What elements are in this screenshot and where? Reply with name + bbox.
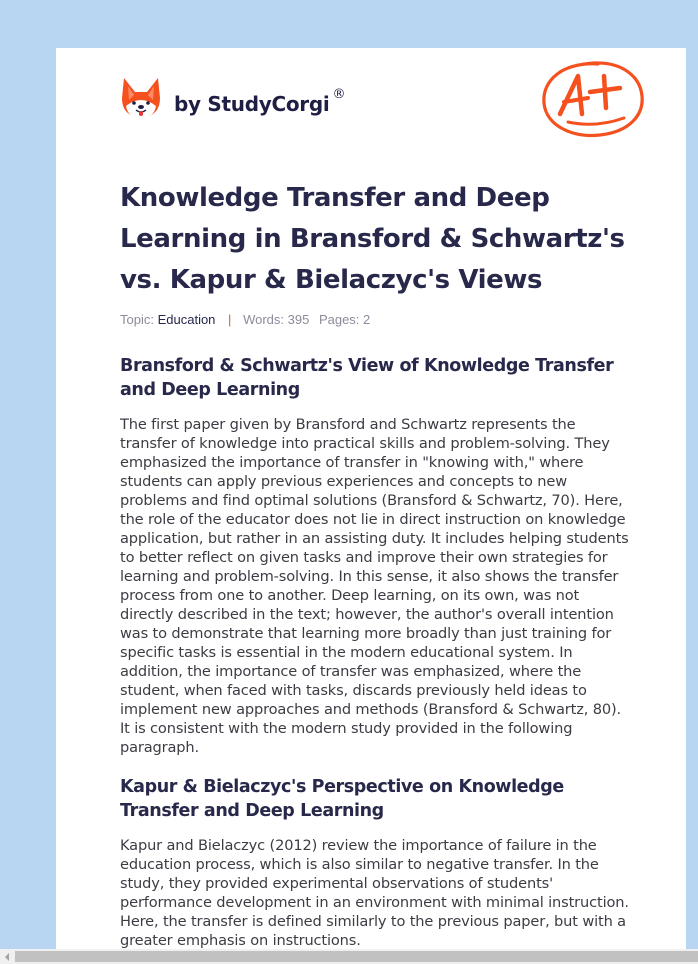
section-paragraph: The first paper given by Bransford and Schwartz represents the transfer of knowledge into practical skills and problem-solving. They emphasized the importance of transfer in "knowing with," where students can apply previous experiences and concepts to new problems and find optimal solutions (Bransford & Schwartz, 70). Here, the role of the educator does not lie in direct instruction on knowledge application, but rather in an assisting duty. It includes helping students to better reflect on given tasks and improve their own strategies for learning and problem-solving. In this sense, it also shows the transfer process from one to another. Deep learning, on its own, was not directly described in the text; however, the author's overall intention was to demonstrate that learning more broadly than just training for specific tasks is essential in the modern educational system. In addition, the importance of transfer was emphasized, where the student, when faced with tasks, discards previously held ideas to implement new approaches and methods (Bransford & Schwartz, 80). It is consistent with the modern study provided in the following paragraph.: [120, 416, 629, 756]
topic-label: Topic:: [120, 312, 154, 327]
word-count: Words: 395: [243, 312, 310, 327]
scrollbar-thumb[interactable]: [15, 951, 698, 962]
section-heading: Kapur & Bielaczyc's Perspective on Knowledge Transfer and Deep Learning: [120, 777, 564, 821]
page-count: Pages: 2: [318, 312, 371, 327]
scroll-left-button[interactable]: [0, 949, 14, 964]
logo-text: by StudyCorgi: [174, 92, 330, 116]
document-page: [56, 48, 686, 963]
section-heading: Bransford & Schwartz's View of Knowledge Transfer and Deep Learning: [120, 356, 614, 400]
studycorgi-logo[interactable]: [120, 76, 345, 122]
corgi-icon: [120, 76, 162, 122]
article-meta: [120, 312, 370, 327]
horizontal-scrollbar[interactable]: [0, 949, 698, 964]
section-paragraph: Kapur and Bielaczyc (2012) review the importance of failure in the education process, which is also similar to negative transfer. In the study, they provided experimental observations of students' performance development in an environment with minimal instruction. Here, the transfer is defined similarly to the previous paper, but with a greater emphasis on instructions.: [120, 837, 629, 949]
meta-separator: |: [228, 312, 232, 327]
article-title: Knowledge Transfer and Deep Learning in Bransford & Schwartz's vs. Kapur & Bielaczyc's Views: [120, 183, 625, 295]
a-plus-grade-icon: [538, 58, 648, 140]
topic-link[interactable]: Education: [157, 312, 216, 327]
registered-mark: ®: [332, 86, 346, 102]
arrow-left-icon: [4, 953, 10, 961]
